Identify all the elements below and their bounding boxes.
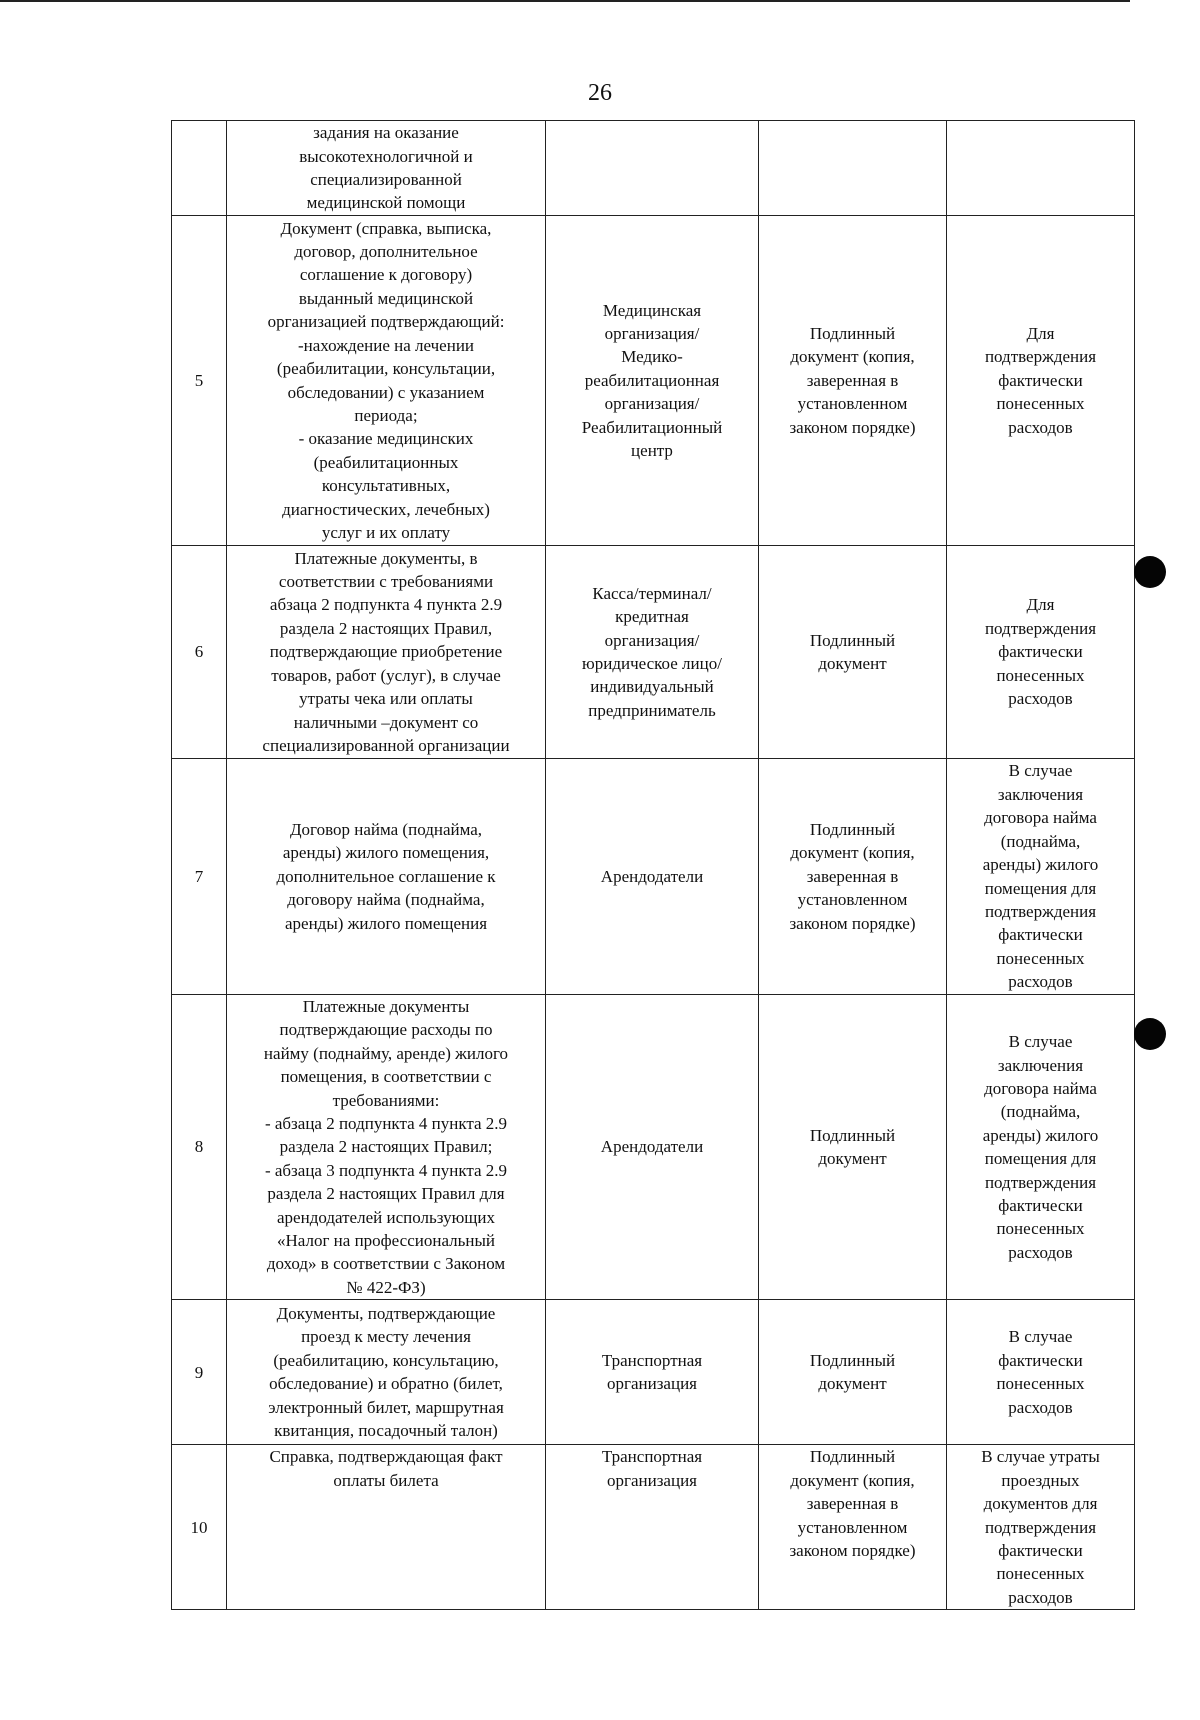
page-top-rule [0, 0, 1130, 2]
purpose-cell: В случае утраты проездных документов для подтверждения фактически понесенных расходов [947, 1445, 1135, 1610]
form-cell: Подлинный документ (копия, заверенная в установленном законом порядке) [759, 1445, 947, 1610]
documents-table [171, 120, 1135, 1610]
purpose-cell: Для подтверждения фактически понесенных расходов [947, 216, 1135, 546]
row-number: 6 [172, 546, 227, 759]
issuer-cell: Медицинская организация/ Медико- реабилитационная организация/ Реабилитационный центр [546, 216, 759, 546]
form-cell: Подлинный документ (копия, заверенная в установленном законом порядке) [759, 759, 947, 995]
purpose-cell: В случае заключения договора найма (поднайма, аренды) жилого помещения для подтверждения фактически понесенных расходов [947, 995, 1135, 1300]
table-row [172, 121, 1135, 216]
form-cell: Подлинный документ [759, 546, 947, 759]
issuer-cell: Транспортная организация [546, 1445, 759, 1610]
row-number: 9 [172, 1300, 227, 1445]
table-row [172, 759, 1135, 995]
purpose-cell: Для подтверждения фактически понесенных расходов [947, 546, 1135, 759]
document-cell: задания на оказание высокотехнологичной и специализированной медицинской помощи [227, 121, 546, 216]
purpose-cell: В случае фактически понесенных расходов [947, 1300, 1135, 1445]
document-cell: Платежные документы подтверждающие расходы по найму (поднайму, аренде) жилого помещения, в соответствии с требованиями: - абзаца 2 подпункта 4 пункта 2.9 раздела 2 настоящих Правил; - абзаца 3 подпункта 4 пункта 2.9 раздела 2 настоящих Правил для арендодателей использующих «Налог на профессиональный доход» в соответствии с Законом № 422-ФЗ) [227, 995, 546, 1300]
issuer-cell [546, 121, 759, 216]
page-number: 26 [588, 80, 612, 106]
row-number [172, 121, 227, 216]
form-cell [759, 121, 947, 216]
document-cell: Документ (справка, выписка, договор, дополнительное соглашение к договору) выданный медицинской организацией подтверждающий: -нахождение на лечении (реабилитации, консультации, обследовании) с указанием периода; - оказание медицинских (реабилитационных консультативных, диагностических, лечебных) услуг и их оплату [227, 216, 546, 546]
document-cell: Договор найма (поднайма, аренды) жилого помещения, дополнительное соглашение к договору найма (поднайма, аренды) жилого помещения [227, 759, 546, 995]
purpose-cell [947, 121, 1135, 216]
table-row [172, 546, 1135, 759]
row-number: 5 [172, 216, 227, 546]
table-row [172, 995, 1135, 1300]
punch-hole-mark [1134, 1018, 1166, 1050]
issuer-cell: Арендодатели [546, 759, 759, 995]
table-row [172, 1300, 1135, 1445]
table-row [172, 1445, 1135, 1610]
document-cell: Справка, подтверждающая факт оплаты билета [227, 1445, 546, 1610]
row-number: 10 [172, 1445, 227, 1610]
punch-hole-mark [1134, 556, 1166, 588]
form-cell: Подлинный документ [759, 1300, 947, 1445]
form-cell: Подлинный документ [759, 995, 947, 1300]
row-number: 7 [172, 759, 227, 995]
issuer-cell: Арендодатели [546, 995, 759, 1300]
document-cell: Платежные документы, в соответствии с требованиями абзаца 2 подпункта 4 пункта 2.9 раздела 2 настоящих Правил, подтверждающие приобретение товаров, работ (услуг), в случае утраты чека или оплаты наличными –документ со специализированной организации [227, 546, 546, 759]
issuer-cell: Касса/терминал/ кредитная организация/ юридическое лицо/ индивидуальный предприниматель [546, 546, 759, 759]
purpose-cell: В случае заключения договора найма (поднайма, аренды) жилого помещения для подтверждения фактически понесенных расходов [947, 759, 1135, 995]
document-cell: Документы, подтверждающие проезд к месту лечения (реабилитацию, консультацию, обследование) и обратно (билет, электронный билет, маршрутная квитанция, посадочный талон) [227, 1300, 546, 1445]
row-number: 8 [172, 995, 227, 1300]
table-row [172, 216, 1135, 546]
issuer-cell: Транспортная организация [546, 1300, 759, 1445]
form-cell: Подлинный документ (копия, заверенная в установленном законом порядке) [759, 216, 947, 546]
